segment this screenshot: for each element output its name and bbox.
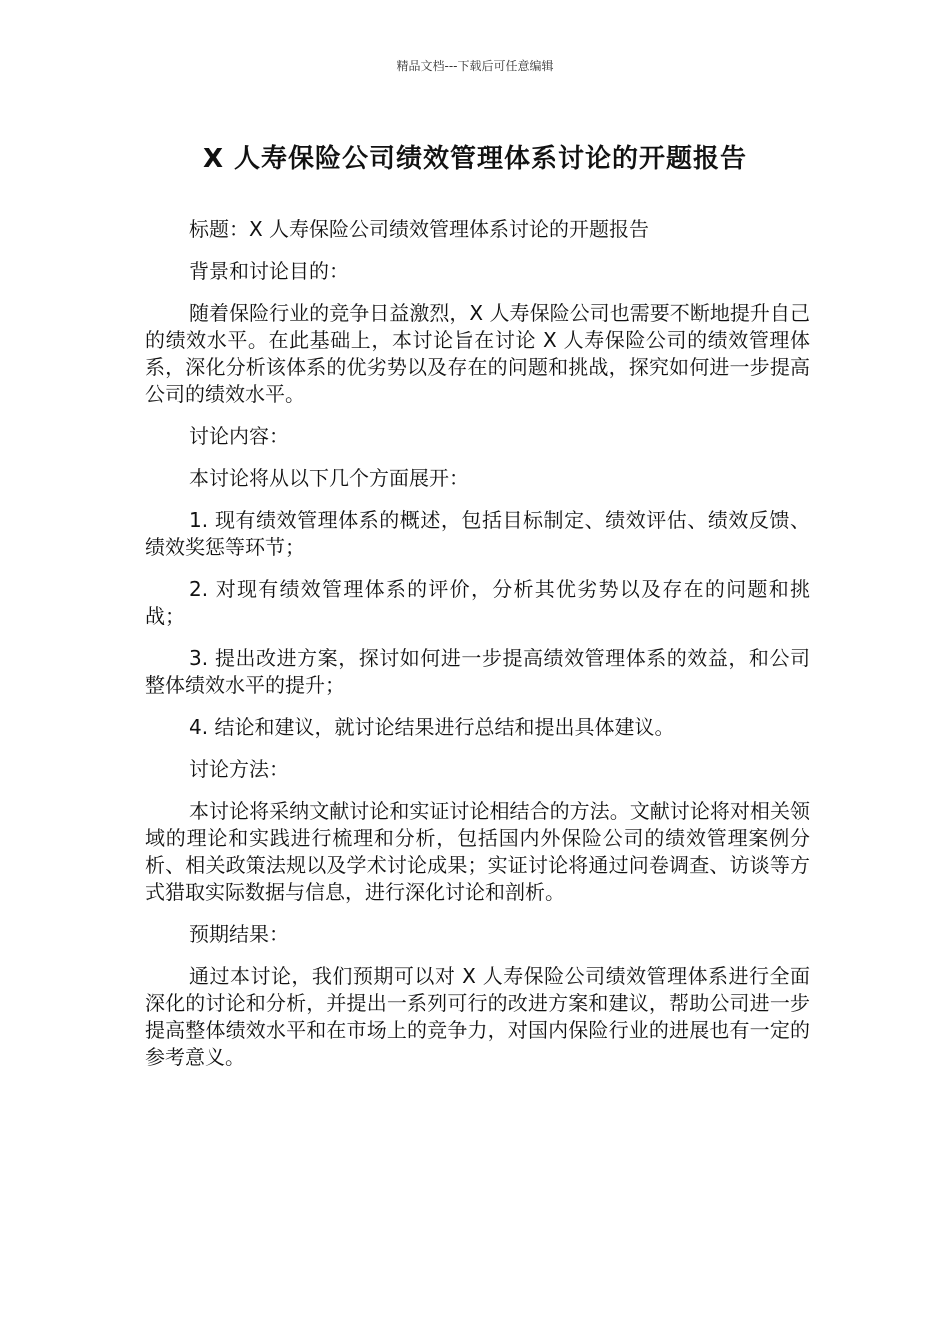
- paragraph-subject: 标题：X 人寿保险公司绩效管理体系讨论的开题报告: [189, 217, 650, 241]
- paragraph-content-intro: 本讨论将从以下几个方面展开：: [189, 466, 469, 490]
- list-item-1: 1. 现有绩效管理体系的概述，包括目标制定、绩效评估、绩效反馈、绩效奖惩等环节；: [145, 508, 810, 559]
- heading-expected-results: 预期结果：: [189, 922, 289, 946]
- list-item-3: 3. 提出改进方案，探讨如何进一步提高绩效管理体系的效益，和公司整体绩效水平的提升；: [145, 646, 810, 697]
- page-header: 精品文档---下载后可任意编辑: [396, 59, 554, 73]
- document-body: [145, 216, 810, 1086]
- paragraph-method: 本讨论将采纳文献讨论和实证讨论相结合的方法。文献讨论将对相关领域的理论和实践进行梳理和分析，包括国内外保险公司的绩效管理案例分析、相关政策法规以及学术讨论成果；实证讨论将通过问卷调查、访谈等方式猎取实际数据与信息，进行深化讨论和剖析。: [145, 799, 810, 904]
- paragraph-expected-results: 通过本讨论，我们预期可以对 X 人寿保险公司绩效管理体系进行全面深化的讨论和分析，并提出一系列可行的改进方案和建议，帮助公司进一步提高整体绩效水平和在市场上的竞争力，对国内保险行业的进展也有一定的参考意义。: [145, 964, 810, 1069]
- document-title: X 人寿保险公司绩效管理体系讨论的开题报告: [202, 144, 748, 174]
- heading-content: 讨论内容：: [189, 424, 289, 448]
- heading-method: 讨论方法：: [189, 757, 289, 781]
- list-item-4: 4. 结论和建议，就讨论结果进行总结和提出具体建议。: [189, 715, 675, 739]
- heading-background: 背景和讨论目的：: [189, 259, 349, 283]
- paragraph-background: 随着保险行业的竞争日益激烈，X 人寿保险公司也需要不断地提升自己的绩效水平。在此基础上，本讨论旨在讨论 X 人寿保险公司的绩效管理体系，深化分析该体系的优劣势以及存在的问题和挑战，探究如何进一步提高公司的绩效水平。: [145, 301, 810, 406]
- list-item-2: 2. 对现有绩效管理体系的评价，分析其优劣势以及存在的问题和挑战；: [145, 577, 810, 628]
